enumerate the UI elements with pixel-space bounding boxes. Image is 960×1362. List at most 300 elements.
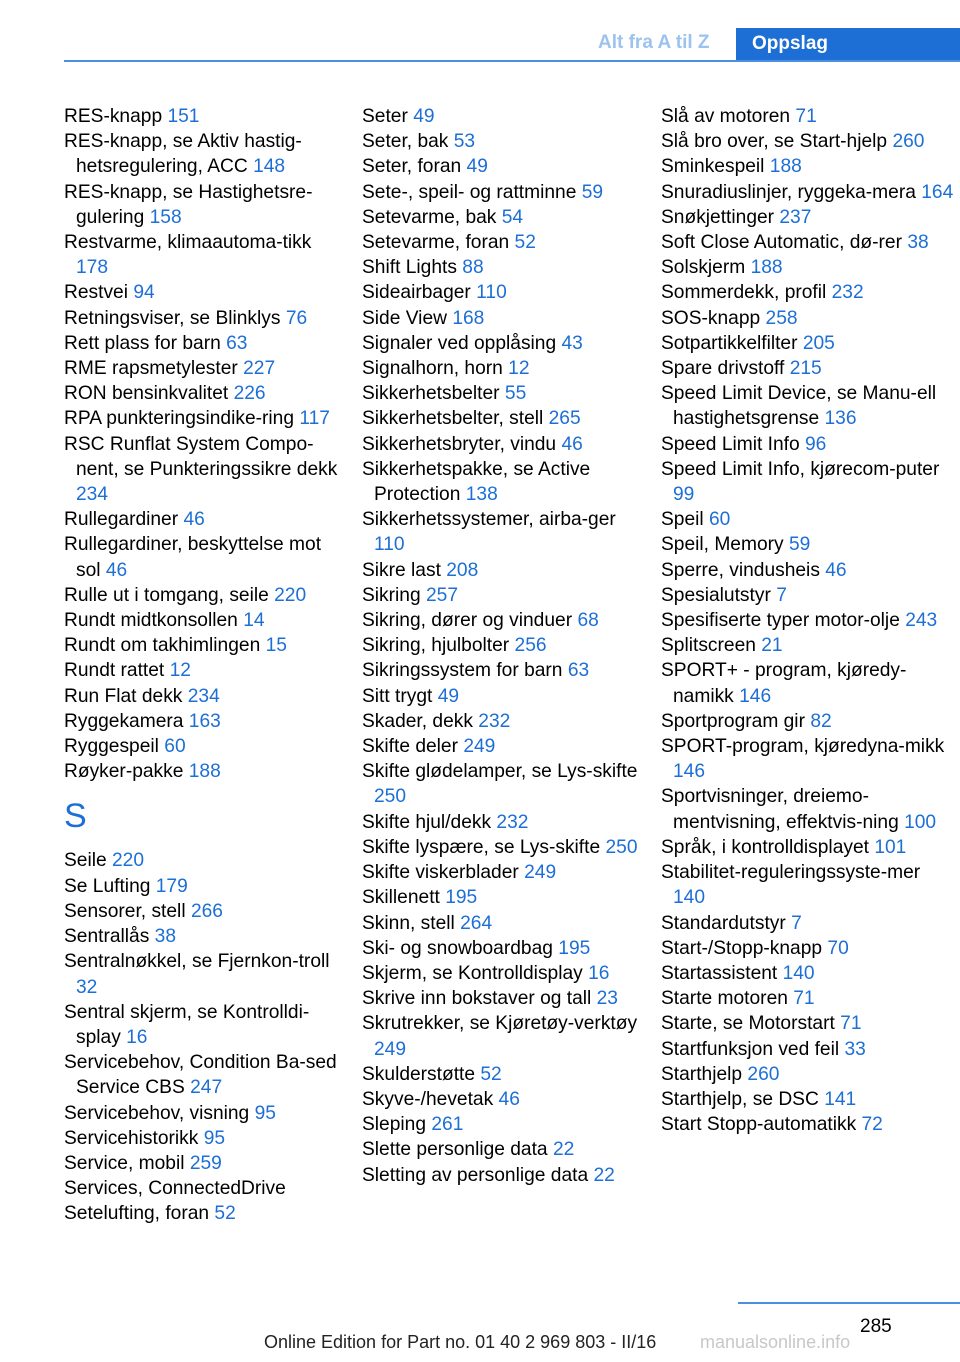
page-reference-link[interactable]: 140: [673, 887, 706, 909]
index-entry-text: Sikringssystem for barn: [362, 660, 563, 682]
page-reference-link[interactable]: 59: [788, 534, 811, 556]
page-reference-link[interactable]: 38: [154, 926, 177, 948]
index-entry: [661, 835, 957, 860]
page-reference-link[interactable]: 22: [552, 1139, 575, 1161]
index-entry-text: Skifte deler: [362, 736, 458, 758]
index-entry: [64, 734, 344, 759]
index-entry: [362, 1137, 642, 1162]
index-entry-text: Ryggekamera: [64, 710, 184, 732]
page-reference-link[interactable]: 257: [426, 584, 459, 606]
index-entry-text: Rundt om takhimlingen: [64, 635, 261, 657]
edition-footer: Online Edition for Part no. 01 40 2 969 803 - II/16: [264, 1332, 657, 1352]
page-reference-link[interactable]: 22: [593, 1164, 615, 1186]
index-entry-text: Skrive inn bokstaver og tall: [362, 988, 592, 1010]
page-reference-link[interactable]: 95: [203, 1127, 226, 1149]
index-entry-text: Starte, se Motorstart: [661, 1013, 835, 1035]
index-entry-text: Servicebehov, visning: [64, 1102, 250, 1124]
index-entry-text: Sideairbager: [362, 282, 471, 304]
index-entry: [362, 608, 642, 633]
index-entry: [362, 356, 642, 381]
page-reference-link[interactable]: 53: [453, 131, 476, 153]
index-entry-text: Service, mobil: [64, 1152, 185, 1174]
index-entry: [661, 230, 957, 255]
index-entry-text: Starte motoren: [661, 988, 788, 1010]
index-entry-text: Splitscreen: [661, 635, 756, 657]
page-reference-link[interactable]: 110: [374, 534, 405, 556]
index-entry-text: Speed Limit Info, kjørecom‐puter: [661, 458, 940, 480]
page-reference-link[interactable]: 46: [825, 559, 847, 581]
index-entry: [661, 104, 957, 129]
index-entry: [64, 1201, 344, 1226]
index-entry: [362, 633, 642, 658]
index-column-2: [362, 104, 642, 1188]
index-entry: [661, 860, 957, 910]
page-reference-link[interactable]: 43: [561, 332, 583, 354]
page-reference-link[interactable]: 234: [76, 484, 109, 506]
index-entry: [661, 154, 957, 179]
index-entry-text: Retningsviser, se Blinklys: [64, 307, 281, 329]
index-entry: [362, 180, 642, 205]
index-entry-text: Solskjerm: [661, 257, 746, 279]
index-entry: [64, 684, 344, 709]
index-entry: [64, 1101, 344, 1126]
index-entry-text: Starthjelp, se DSC: [661, 1088, 819, 1110]
page-reference-link[interactable]: 94: [133, 282, 155, 304]
index-entry: [362, 936, 642, 961]
index-entry: [64, 104, 344, 129]
page-reference-link[interactable]: 164: [921, 181, 954, 203]
page-reference-link[interactable]: 100: [904, 811, 937, 833]
index-entry-text: Sletting av personlige data: [362, 1164, 589, 1186]
page-reference-link[interactable]: 21: [761, 635, 783, 657]
index-entry: [661, 205, 957, 230]
page-reference-link[interactable]: 226: [233, 383, 266, 405]
index-entry: [661, 658, 957, 708]
page-reference-link[interactable]: 264: [460, 912, 493, 934]
index-entry-text: Startassistent: [661, 962, 778, 984]
index-entry-text: Rundt midtkonsollen: [64, 610, 238, 632]
index-entry: [64, 874, 344, 899]
index-entry-text: Slå av motoren: [661, 106, 791, 127]
index-entry-text: Speed Limit Info: [661, 433, 800, 455]
index-entry: [64, 432, 344, 508]
index-entry: [661, 1112, 957, 1137]
index-entry: [362, 331, 642, 356]
page-reference-link[interactable]: 16: [126, 1026, 148, 1048]
index-entry-text: Stabilitet-reguleringssyste‐mer: [661, 862, 921, 884]
page-reference-link[interactable]: 63: [226, 332, 248, 354]
index-entry-text: Skrutrekker, se Kjøretøy‐verktøy: [362, 1013, 638, 1035]
index-entry-text: RES-knapp, se Hastighetsre‐gulering: [64, 181, 313, 228]
index-entry-text: Starthjelp: [661, 1063, 743, 1085]
page-reference-link[interactable]: 148: [253, 156, 286, 178]
index-entry: [64, 1050, 344, 1100]
page-reference-link[interactable]: 158: [149, 206, 182, 228]
page-reference-link[interactable]: 68: [577, 610, 599, 632]
page-reference-link[interactable]: 260: [747, 1063, 780, 1085]
index-entry-text: Rundt rattet: [64, 660, 165, 682]
index-entry-text: Sentral skjerm, se Kontrolldi‐splay: [64, 1001, 310, 1048]
index-entry-text: RES-knapp: [64, 106, 163, 127]
section-letter: S: [64, 797, 87, 836]
index-entry: [661, 709, 957, 734]
index-entry-text: Skader, dekk: [362, 710, 473, 732]
page-reference-link[interactable]: 76: [285, 307, 308, 329]
page-reference-link[interactable]: 7: [776, 584, 787, 606]
page-reference-link[interactable]: 247: [190, 1077, 223, 1099]
page-reference-link[interactable]: 7: [791, 912, 802, 934]
index-entry: [64, 608, 344, 633]
page-reference-link[interactable]: 117: [299, 408, 330, 430]
index-entry: [661, 784, 957, 834]
index-entry: [661, 558, 957, 583]
page-reference-link[interactable]: 249: [374, 1038, 407, 1060]
index-entry: [362, 860, 642, 885]
index-entry: [362, 658, 642, 683]
page-reference-link[interactable]: 82: [810, 710, 832, 732]
page-reference-link[interactable]: 46: [183, 509, 205, 531]
index-entry-text: Sikring, dører og vinduer: [362, 610, 573, 632]
page-reference-link[interactable]: 140: [782, 962, 815, 984]
page-reference-link[interactable]: 178: [76, 257, 109, 279]
page-reference-link[interactable]: 237: [779, 206, 812, 228]
page-reference-link[interactable]: 266: [190, 900, 223, 922]
index-entry-text: Skifte lyspære, se Lys‐skifte: [362, 836, 601, 858]
page-reference-link[interactable]: 60: [709, 509, 731, 531]
index-entry: [362, 129, 642, 154]
index-entry-text: Sotpartikkelfilter: [661, 332, 798, 354]
page-reference-link[interactable]: 146: [673, 761, 706, 783]
page-reference-link[interactable]: 95: [254, 1102, 276, 1124]
index-entry: [64, 1126, 344, 1151]
page-reference-link[interactable]: 179: [155, 875, 188, 897]
index-entry-text: Setelufting, foran: [64, 1203, 210, 1225]
index-entry-text: Snuradiuslinjer, ryggeka‐mera: [661, 181, 916, 203]
index-entry: [64, 759, 344, 784]
page-reference-link[interactable]: 188: [750, 257, 783, 279]
page-reference-link[interactable]: 49: [437, 685, 460, 707]
page-reference-link[interactable]: 54: [501, 206, 524, 228]
index-entry-text: Sensorer, stell: [64, 900, 186, 922]
index-entry-text: Sete-, speil- og rattminne: [362, 181, 577, 203]
index-entry: [362, 1011, 642, 1061]
page-reference-link[interactable]: 55: [504, 383, 527, 405]
index-entry: [64, 658, 344, 683]
index-entry: [362, 734, 642, 759]
index-entry-text: Sikring: [362, 584, 421, 606]
index-entry-text: Servicehistorikk: [64, 1127, 199, 1149]
page-reference-link[interactable]: 243: [905, 610, 938, 632]
page-reference-link[interactable]: 151: [167, 106, 200, 127]
page-reference-link[interactable]: 258: [765, 307, 798, 329]
index-entry: [661, 1062, 957, 1087]
page-reference-link[interactable]: 16: [588, 962, 610, 984]
index-entry: [64, 381, 344, 406]
index-entry-text: Sminkespeil: [661, 156, 765, 178]
page-reference-link[interactable]: 249: [524, 862, 557, 884]
page-reference-link[interactable]: 208: [446, 559, 479, 581]
index-entry: [661, 911, 957, 936]
index-entry: [661, 633, 957, 658]
page-reference-link[interactable]: 138: [465, 484, 498, 506]
index-entry-text: Services, ConnectedDrive: [64, 1178, 286, 1200]
page-reference-link[interactable]: 195: [445, 887, 478, 909]
page-reference-link[interactable]: 63: [567, 660, 590, 682]
page-reference-link[interactable]: 49: [413, 106, 435, 127]
index-entry: [64, 1176, 344, 1201]
index-entry-text: Skinn, stell: [362, 912, 455, 934]
index-entry-text: Spesifiserte typer motor‐olje: [661, 610, 900, 632]
page-reference-link[interactable]: 249: [463, 736, 496, 758]
header-tab-label: Oppslag: [736, 28, 960, 62]
page-reference-link[interactable]: 250: [605, 836, 638, 858]
page-reference-link[interactable]: 71: [793, 988, 815, 1010]
index-entry: [64, 180, 344, 230]
index-entry-text: Start Stopp-automatikk: [661, 1114, 857, 1136]
index-entry: [661, 129, 957, 154]
index-entry: [64, 230, 344, 280]
index-entry-text: Sitt trygt: [362, 685, 433, 707]
index-entry: [362, 885, 642, 910]
page-reference-link[interactable]: 70: [827, 937, 849, 959]
index-entry: [64, 306, 344, 331]
page-reference-link[interactable]: 101: [874, 836, 907, 858]
index-entry: [661, 331, 957, 356]
index-entry-text: Seter: [362, 106, 408, 127]
index-entry-text: Skyve-/hevetak: [362, 1088, 494, 1110]
index-entry: [362, 684, 642, 709]
page-reference-link[interactable]: 59: [581, 181, 604, 203]
index-entry: [362, 911, 642, 936]
index-entry-text: RME rapsmetylester: [64, 358, 238, 380]
page-reference-link[interactable]: 205: [802, 332, 835, 354]
index-entry-text: Spare drivstoff: [661, 358, 785, 380]
index-entry-text: Seter, bak: [362, 131, 449, 153]
index-entry: [362, 558, 642, 583]
page-reference-link[interactable]: 146: [739, 685, 772, 707]
page-reference-link[interactable]: 23: [596, 988, 618, 1010]
page-reference-link[interactable]: 220: [274, 584, 307, 606]
page-reference-link[interactable]: 256: [514, 635, 547, 657]
index-entry: [661, 457, 957, 507]
page-number: 285: [860, 1316, 892, 1337]
page-reference-link[interactable]: 232: [478, 710, 511, 732]
index-entry-text: Soft Close Automatic, dø‐rer: [661, 232, 902, 254]
index-entry: [362, 1062, 642, 1087]
page-reference-link[interactable]: 38: [907, 232, 929, 254]
index-entry-text: Seter, foran: [362, 156, 462, 178]
index-entry: [362, 381, 642, 406]
index-entry-text: Skifte glødelamper, se Lys‐skifte: [362, 761, 638, 783]
index-entry: [362, 457, 642, 507]
page-reference-link[interactable]: 12: [508, 358, 530, 380]
index-entry: [661, 936, 957, 961]
index-entry: [362, 835, 642, 860]
index-entry: [64, 129, 344, 179]
index-entry: [362, 1087, 642, 1112]
index-entry-text: Se Lufting: [64, 875, 151, 897]
page-reference-link[interactable]: 71: [840, 1013, 862, 1035]
index-entry: [64, 356, 344, 381]
index-entry: [64, 280, 344, 305]
index-entry-text: Signalhorn, horn: [362, 358, 503, 380]
index-entry-text: RSC Runflat System Compo‐nent, se Punkteringssikre dekk: [64, 433, 338, 480]
index-entry-text: Snøkjettinger: [661, 206, 775, 228]
index-entry: [64, 709, 344, 734]
index-entry: [661, 255, 957, 280]
index-entry: [362, 507, 642, 557]
index-entry: [64, 532, 344, 582]
page-reference-link[interactable]: 261: [431, 1114, 464, 1136]
index-entry-text: Sportprogram gir: [661, 710, 805, 732]
index-entry: [64, 1000, 344, 1050]
index-entry: [362, 986, 642, 1011]
page-reference-link[interactable]: 168: [452, 307, 485, 329]
page-reference-link[interactable]: 33: [844, 1038, 866, 1060]
index-entry-text: RES-knapp, se Aktiv hastig‐hetsregulering, ACC: [64, 131, 302, 178]
page-reference-link[interactable]: 232: [831, 282, 864, 304]
index-entry-text: Skifte viskerblader: [362, 862, 519, 884]
page-reference-link[interactable]: 227: [243, 358, 276, 380]
page-reference-link[interactable]: 72: [861, 1114, 883, 1136]
index-entry: [362, 1163, 642, 1188]
index-entry-text: Startfunksjon ved feil: [661, 1038, 840, 1060]
index-column-1: [64, 104, 344, 1227]
index-entry: [661, 507, 957, 532]
page-reference-link[interactable]: 52: [514, 232, 536, 254]
index-entry: [362, 432, 642, 457]
index-entry: [362, 1112, 642, 1137]
index-entry: [362, 306, 642, 331]
page-reference-link[interactable]: 12: [169, 660, 191, 682]
watermark-text: manualsonline.info: [700, 1332, 851, 1352]
index-entry: [661, 356, 957, 381]
index-entry-text: Setevarme, foran: [362, 232, 510, 254]
index-entry: [362, 280, 642, 305]
page-reference-link[interactable]: 232: [496, 811, 529, 833]
index-entry-text: Restvei: [64, 282, 128, 304]
index-entry-text: Sikkerhetsbelter, stell: [362, 408, 544, 430]
index-entry-text: Setevarme, bak: [362, 206, 497, 228]
page-reference-link[interactable]: 195: [558, 937, 591, 959]
page-reference-link[interactable]: 234: [187, 685, 220, 707]
index-entry-text: Sportvisninger, dreiemo‐mentvisning, effektvis‐ning: [661, 786, 899, 833]
index-entry-text: Rett plass for barn: [64, 332, 221, 354]
index-entry-text: Rulle ut i tomgang, seile: [64, 584, 269, 606]
footer-divider: [738, 1302, 960, 1304]
page-reference-link[interactable]: 265: [548, 408, 581, 430]
page-reference-link[interactable]: 250: [374, 786, 407, 808]
index-entry-text: Sperre, vindusheis: [661, 559, 820, 581]
page-reference-link[interactable]: 46: [105, 559, 128, 581]
page-reference-link[interactable]: 99: [673, 484, 695, 506]
index-entry-text: SPORT+ - program, kjøredy‐namikk: [661, 660, 907, 707]
page-reference-link[interactable]: 14: [243, 610, 265, 632]
index-entry: [661, 280, 957, 305]
index-entry-text: RON bensinkvalitet: [64, 383, 229, 405]
index-entry-text: Skifte hjul/dekk: [362, 811, 492, 833]
page-reference-link[interactable]: 220: [112, 850, 145, 872]
index-entry-text: Slå bro over, se Start‐hjelp: [661, 131, 888, 153]
index-entry-text: Shift Lights: [362, 257, 457, 279]
index-entry: [362, 406, 642, 431]
page-reference-link[interactable]: 96: [805, 433, 827, 455]
index-entry: [661, 734, 957, 784]
index-entry-text: Skjerm, se Kontrolldisplay: [362, 962, 583, 984]
index-entry: [64, 848, 344, 873]
page-reference-link[interactable]: 141: [824, 1088, 857, 1110]
index-entry: [661, 961, 957, 986]
page-reference-link[interactable]: 260: [892, 131, 925, 153]
index-entry-text: Ryggespeil: [64, 736, 159, 758]
page-reference-link[interactable]: 15: [265, 635, 287, 657]
index-entry-text: Røyker-pakke: [64, 761, 184, 783]
index-entry-text: Sikkerhetssystemer, airba‐ger: [362, 509, 616, 531]
index-entry: [362, 104, 642, 129]
page-reference-link[interactable]: 136: [824, 408, 857, 430]
index-entry-text: RPA punkteringsindike‐ring: [64, 408, 295, 430]
page-reference-link[interactable]: 52: [214, 1203, 236, 1225]
index-entry: [362, 205, 642, 230]
page-reference-link[interactable]: 188: [769, 156, 802, 178]
header-divider: [64, 60, 960, 62]
page-reference-link[interactable]: 188: [188, 761, 221, 783]
page-reference-link[interactable]: 88: [462, 257, 484, 279]
index-entry-text: Ski- og snowboardbag: [362, 937, 553, 959]
index-entry-text: Rullegardiner, beskyttelse mot sol: [64, 534, 322, 581]
page-reference-link[interactable]: 46: [561, 433, 583, 455]
index-entry: [362, 759, 642, 809]
page-reference-link[interactable]: 46: [498, 1088, 520, 1110]
index-entry-text: Speed Limit Device, se Manu‐ell hastighetsgrense: [661, 383, 937, 430]
index-entry-text: Sikring, hjulbolter: [362, 635, 510, 657]
header-section-title: Alt fra A til Z: [598, 32, 710, 53]
page-reference-link[interactable]: 163: [188, 710, 221, 732]
index-entry: [661, 583, 957, 608]
index-entry: [64, 899, 344, 924]
page-reference-link[interactable]: 32: [76, 976, 98, 998]
index-entry-text: Restvarme, klimaautoma‐tikk: [64, 232, 312, 254]
index-entry: [64, 406, 344, 431]
index-entry-text: SPORT-program, kjøredyna‐mikk: [661, 736, 945, 758]
index-entry-text: Standardutstyr: [661, 912, 786, 934]
page-reference-link[interactable]: 215: [789, 358, 822, 380]
page-reference-link[interactable]: 60: [164, 736, 186, 758]
index-entry: [64, 633, 344, 658]
page-reference-link[interactable]: 259: [189, 1152, 222, 1174]
index-entry-text: Signaler ved opplåsing: [362, 332, 557, 354]
index-entry-text: Slette personlige data: [362, 1139, 548, 1161]
page-reference-link[interactable]: 52: [480, 1063, 502, 1085]
page-reference-link[interactable]: 110: [476, 282, 507, 304]
index-entry: [661, 608, 957, 633]
index-entry-text: Sentralnøkkel, se Fjernkon‐troll: [64, 951, 330, 973]
index-entry: [362, 810, 642, 835]
index-entry-text: Sentrallås: [64, 926, 150, 948]
index-entry: [661, 532, 957, 557]
page-reference-link[interactable]: 71: [795, 106, 817, 127]
page-reference-link[interactable]: 49: [466, 156, 488, 178]
index-entry: [661, 432, 957, 457]
index-entry: [661, 986, 957, 1011]
index-entry: [64, 924, 344, 949]
index-entry-text: Spesialutstyr: [661, 584, 771, 606]
index-entry-text: Rullegardiner: [64, 509, 179, 531]
index-entry-text: Servicebehov, Condition Ba‐sed Service CBS: [64, 1052, 337, 1099]
index-entry-text: Sleping: [362, 1114, 427, 1136]
index-entry-text: Sikkerhetsbryter, vindu: [362, 433, 557, 455]
index-entry-text: Språk, i kontrolldisplayet: [661, 836, 869, 858]
